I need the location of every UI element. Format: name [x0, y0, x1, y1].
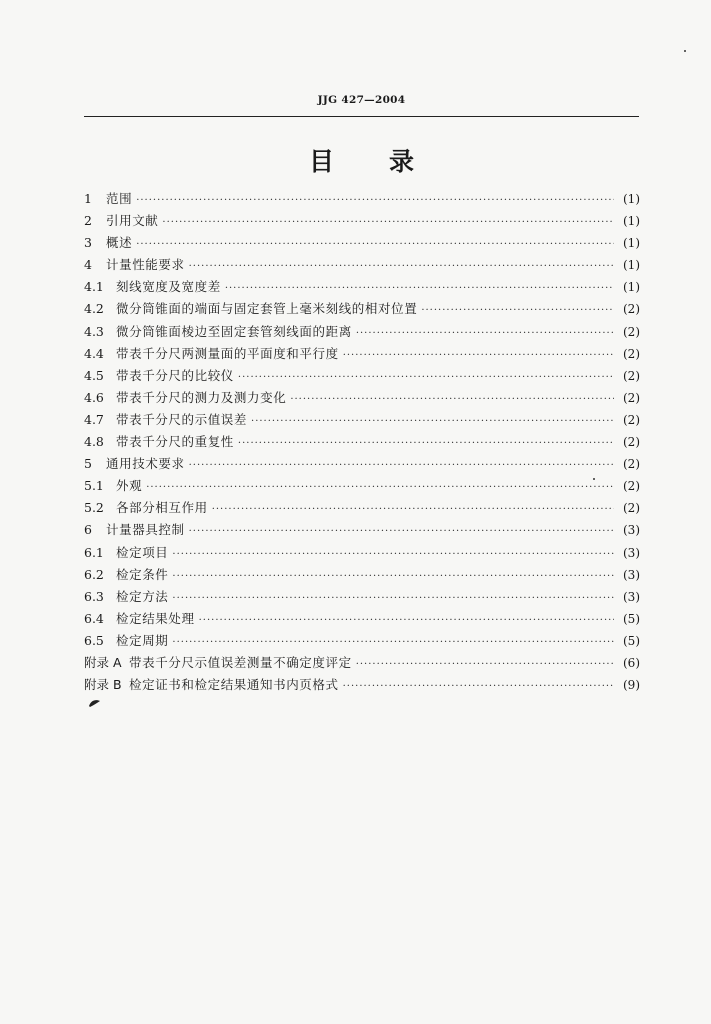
toc-entry[interactable]	[84, 498, 640, 520]
toc-entry-title: 微分筒锥面的端面与固定套管上毫米刻线的相对位置	[116, 301, 418, 317]
title-char-2: 录	[389, 147, 415, 176]
toc-entry-number: 4	[84, 257, 92, 273]
toc-entry[interactable]	[84, 366, 640, 388]
toc-entry-title: 引用文献	[106, 213, 159, 229]
toc-page-number: (2)	[623, 390, 640, 405]
toc-page-number: (2)	[623, 412, 640, 427]
toc-page-number: (2)	[623, 479, 640, 494]
scan-blot-mark	[88, 698, 102, 708]
toc-entry-number: 6.4	[84, 610, 104, 626]
toc-entry-title: 计量器具控制	[106, 522, 185, 538]
toc-page-number: (2)	[623, 346, 640, 361]
toc-entry[interactable]	[84, 653, 640, 675]
toc-page-number: (6)	[623, 655, 640, 670]
toc-entry-number: 1	[84, 191, 92, 206]
toc-entry-number: 4.1	[84, 279, 104, 295]
toc-page-number: (2)	[623, 501, 640, 516]
toc-entry[interactable]	[84, 255, 640, 277]
toc-dot-leader	[172, 571, 614, 582]
toc-dot-leader	[251, 416, 614, 427]
toc-page-number: (2)	[623, 368, 640, 383]
toc-page-number: (1)	[623, 192, 640, 206]
toc-entry-title: 检定证书和检定结果通知书内页格式	[129, 677, 339, 693]
toc-entry[interactable]	[84, 189, 640, 211]
toc-page-number: (1)	[623, 214, 640, 229]
toc-entry-number: 6.3	[84, 588, 104, 604]
toc-page-number: (2)	[623, 435, 640, 450]
toc-dot-leader	[238, 372, 614, 383]
toc-entry[interactable]	[84, 476, 640, 498]
toc-entry-number: 5	[84, 456, 92, 472]
toc-page-number: (3)	[623, 589, 640, 604]
toc-entry-title: 带表千分尺两测量面的平面度和平行度	[116, 345, 339, 361]
toc-entry-number: 6	[84, 522, 92, 538]
toc-page-number: (3)	[623, 545, 640, 560]
toc-entry-number: 4.6	[84, 389, 104, 405]
toc-page-number: (1)	[623, 280, 640, 295]
toc-entry-title: 检定项目	[116, 544, 169, 560]
toc-entry-title: 概述	[106, 235, 133, 251]
toc-entry-title: 带表千分尺的比较仪	[116, 367, 234, 383]
toc-dot-leader	[356, 328, 614, 339]
toc-dot-leader	[199, 615, 614, 626]
toc-page-number: (5)	[623, 633, 640, 648]
toc-entry-title: 带表千分尺的重复性	[116, 434, 234, 450]
toc-entry-number: 附录 A	[84, 654, 122, 670]
toc-entry-number: 4.3	[84, 323, 104, 339]
toc-entry-number: 4.2	[84, 301, 104, 317]
toc-dot-leader	[172, 549, 614, 560]
toc-entry-number: 附录 B	[84, 677, 122, 693]
standard-code-header: JJG 427—2004	[317, 94, 406, 106]
toc-dot-leader	[290, 394, 614, 405]
toc-entry[interactable]	[84, 388, 640, 410]
toc-entry-number: 6.1	[84, 544, 104, 560]
toc-entry-title: 带表千分尺示值误差测量不确定度评定	[129, 654, 352, 670]
toc-entry-number: 4.4	[84, 345, 104, 361]
toc-page-number: (2)	[623, 302, 640, 317]
toc-dot-leader	[356, 659, 614, 670]
toc-page-number: (5)	[623, 611, 640, 626]
toc-entry-number: 3	[84, 235, 92, 251]
toc-dot-leader	[189, 460, 614, 471]
toc-entry-title: 带表千分尺的示值误差	[116, 411, 248, 427]
toc-entry-number: 5.2	[84, 500, 104, 516]
toc-entry-number: 5.1	[84, 478, 104, 494]
toc-entry[interactable]	[84, 211, 640, 233]
page-title	[84, 142, 639, 178]
toc-entry[interactable]	[84, 587, 640, 609]
toc-entry-title: 检定周期	[116, 632, 169, 648]
toc-dot-leader	[343, 681, 614, 692]
toc-entry-title: 通用技术要求	[106, 456, 185, 472]
toc-dot-leader	[136, 239, 614, 250]
toc-entry-title: 检定条件	[116, 566, 169, 582]
toc-entry[interactable]	[84, 432, 640, 454]
header-rule	[84, 116, 639, 117]
toc-entry-number: 4.8	[84, 434, 104, 450]
toc-entry-number: 2	[84, 213, 92, 229]
toc-entry-number: 6.2	[84, 566, 104, 582]
toc-entry-title: 计量性能要求	[106, 257, 185, 273]
toc-page-number: (9)	[623, 678, 640, 693]
scan-speck	[593, 478, 595, 480]
toc-dot-leader	[172, 637, 614, 648]
toc-entry[interactable]	[84, 675, 640, 697]
toc-entry-title: 检定方法	[116, 588, 169, 604]
table-of-contents	[84, 189, 640, 697]
toc-entry-title: 各部分相互作用	[116, 500, 208, 516]
toc-entry-title: 检定结果处理	[116, 610, 195, 626]
toc-entry-number: 4.7	[84, 411, 104, 427]
toc-entry-number: 4.5	[84, 367, 104, 383]
toc-entry[interactable]	[84, 565, 640, 587]
toc-page-number: (1)	[623, 236, 640, 251]
title-char-1: 目	[308, 147, 334, 176]
toc-entry[interactable]	[84, 543, 640, 565]
toc-entry[interactable]	[84, 322, 640, 344]
toc-entry[interactable]	[84, 609, 640, 631]
toc-entry[interactable]	[84, 454, 640, 476]
toc-page-number: (3)	[623, 523, 640, 538]
toc-entry-title: 带表千分尺的测力及测力变化	[116, 389, 287, 405]
toc-dot-leader	[421, 305, 614, 316]
toc-page-number: (2)	[623, 457, 640, 472]
toc-entry-number: 6.5	[84, 632, 104, 648]
toc-dot-leader	[172, 593, 614, 604]
toc-entry[interactable]	[84, 233, 640, 255]
toc-dot-leader	[225, 283, 614, 294]
toc-entry-title: 外观	[116, 478, 143, 494]
toc-entry[interactable]	[84, 344, 640, 366]
toc-dot-leader	[146, 482, 614, 493]
toc-page-number: (2)	[623, 324, 640, 339]
toc-dot-leader	[343, 350, 614, 361]
toc-dot-leader	[212, 504, 614, 515]
toc-entry[interactable]	[84, 410, 640, 432]
toc-page-number: (1)	[623, 258, 640, 273]
toc-page-number: (3)	[623, 567, 640, 582]
toc-dot-leader	[162, 217, 614, 228]
scan-speck	[684, 50, 686, 52]
toc-entry[interactable]	[84, 631, 640, 653]
toc-entry[interactable]	[84, 299, 640, 321]
toc-dot-leader	[189, 261, 614, 272]
toc-dot-leader	[238, 438, 614, 449]
toc-entry-title: 微分筒锥面棱边至固定套管刻线面的距离	[116, 323, 352, 339]
toc-entry[interactable]	[84, 520, 640, 542]
toc-dot-leader	[136, 195, 614, 206]
toc-entry[interactable]	[84, 277, 640, 299]
toc-entry-title: 范围	[106, 191, 133, 206]
toc-dot-leader	[189, 526, 614, 537]
toc-entry-title: 刻线宽度及宽度差	[116, 279, 221, 295]
